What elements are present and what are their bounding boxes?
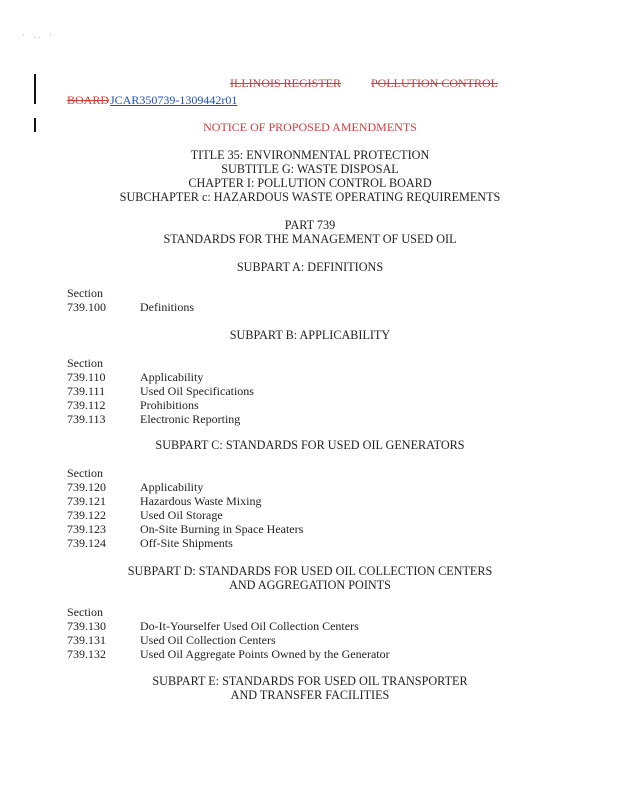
section-number: 739.122 (67, 508, 106, 522)
chapter-line: CHAPTER I: POLLUTION CONTROL BOARD (188, 176, 432, 190)
section-title: Prohibitions (140, 398, 199, 412)
part-name: STANDARDS FOR THE MANAGEMENT OF USED OIL (163, 232, 457, 246)
section-title: Applicability (140, 370, 204, 384)
section-title: Applicability (140, 480, 204, 494)
board-name-continued: BOARD (67, 93, 110, 107)
subpart-heading-continued: AND AGGREGATION POINTS (229, 578, 391, 592)
section-title: On-Site Burning in Space Heaters (140, 522, 304, 536)
section-number: 739.112 (67, 398, 106, 412)
section-label: Section (67, 605, 103, 619)
subpart-heading: SUBPART C: STANDARDS FOR USED OIL GENERATORS (155, 438, 465, 452)
section-title: Used Oil Aggregate Points Owned by the Generator (140, 647, 390, 661)
register-header (0, 76, 620, 107)
section-number: 739.132 (67, 647, 106, 661)
section-title: Used Oil Specifications (140, 384, 254, 398)
section-title: Off-Site Shipments (140, 536, 233, 550)
board-name: POLLUTION CONTROL (371, 76, 498, 90)
scan-artifact: · .. · (22, 30, 55, 40)
section-title: Used Oil Storage (140, 508, 223, 522)
section-title: Do-It-Yourselfer Used Oil Collection Centers (140, 619, 359, 633)
register-title: ILLINOIS REGISTER (230, 76, 341, 90)
part-number: PART 739 (284, 218, 336, 232)
subpart-heading: SUBPART B: APPLICABILITY (229, 328, 391, 342)
subtitle-line: SUBTITLE G: WASTE DISPOSAL (221, 162, 399, 176)
section-title: Definitions (140, 300, 194, 314)
subchapter-line: SUBCHAPTER c: HAZARDOUS WASTE OPERATING REQUIREMENTS (119, 190, 501, 204)
notice-heading: NOTICE OF PROPOSED AMENDMENTS (203, 120, 417, 134)
subpart-heading: SUBPART E: STANDARDS FOR USED OIL TRANSPORTER (152, 674, 468, 688)
subpart-heading: SUBPART D: STANDARDS FOR USED OIL COLLECTION CENTERS (127, 564, 493, 578)
section-number: 739.130 (67, 619, 106, 633)
section-number: 739.100 (67, 300, 106, 314)
section-label: Section (67, 356, 103, 370)
section-title: Used Oil Collection Centers (140, 633, 276, 647)
section-number: 739.110 (67, 370, 106, 384)
section-number: 739.121 (67, 494, 106, 508)
subpart-heading: SUBPART A: DEFINITIONS (236, 260, 384, 274)
section-title: Electronic Reporting (140, 412, 241, 426)
section-number: 739.131 (67, 633, 106, 647)
title-line: TITLE 35: ENVIRONMENTAL PROTECTION (190, 148, 430, 162)
subpart-heading-continued: AND TRANSFER FACILITIES (230, 688, 390, 702)
section-number: 739.120 (67, 480, 106, 494)
section-number: 739.111 (67, 384, 106, 398)
section-label: Section (67, 286, 103, 300)
section-title: Hazardous Waste Mixing (140, 494, 262, 508)
section-number: 739.113 (67, 412, 106, 426)
section-number: 739.123 (67, 522, 106, 536)
jcar-reference: JCAR350739-1309442r01 (110, 93, 238, 107)
section-number: 739.124 (67, 536, 106, 550)
section-label: Section (67, 466, 103, 480)
